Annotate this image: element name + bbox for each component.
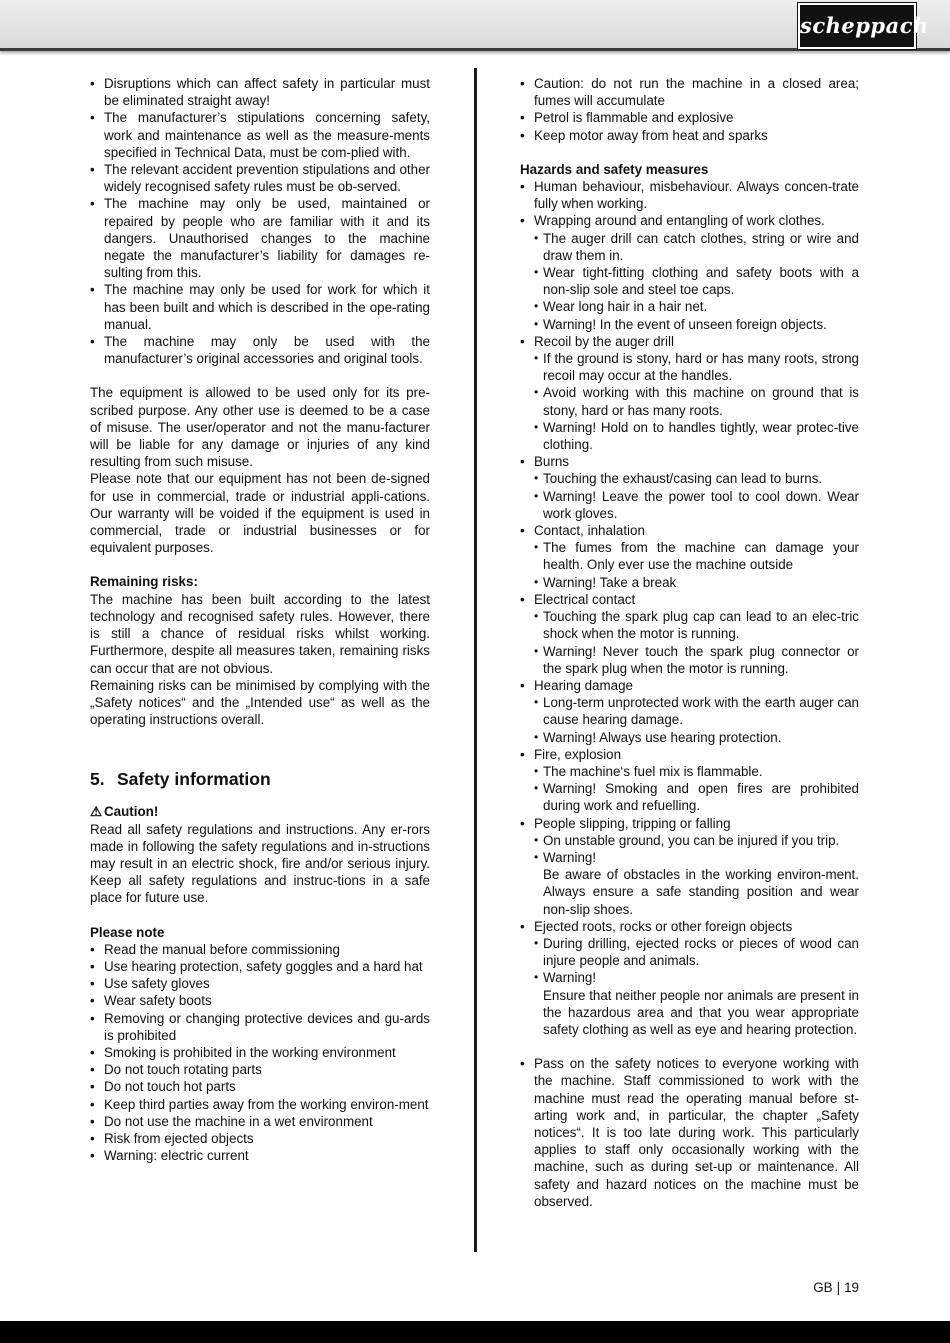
hazard-item <box>520 178 859 212</box>
intended-use-paragraph: The equipment is allowed to be used only for its pre-scribed purpose. Any other use is deemed to be a case of misuse. The user/operator and not the manu-facturer will be liable for any damage or injuries of any kind resulting from such misuse. <box>90 385 430 470</box>
list-item: • Risk from ejected objects <box>90 1130 430 1147</box>
footer-bar <box>0 1321 950 1343</box>
hazard-title: Electrical contact <box>534 591 636 607</box>
list-item: • Disruptions which can affect safety in particular must be eliminated straight away! <box>90 75 430 109</box>
right-top-bullets <box>520 75 859 144</box>
list-item: • The relevant accident prevention stipulations and other widely recognised safety rules must be ob-served. <box>90 161 430 195</box>
final-bullet-list <box>520 1055 859 1210</box>
hazard-measure: • Warning! Leave the power tool to cool down. Wear work gloves. <box>534 488 859 522</box>
list-item: • Keep motor away from heat and sparks <box>520 127 859 144</box>
hazard-measure: • Warning! Always use hearing protection. <box>534 729 859 746</box>
remaining-risks-paragraph-2: Remaining risks can be minimised by complying with the „Safety notices“ and the „Intended use“ as well as the operating instructions overall. <box>90 677 430 728</box>
page-footer <box>813 1280 859 1295</box>
list-item: • Do not touch hot parts <box>90 1078 430 1095</box>
please-note-heading: Please note <box>90 924 165 940</box>
list-item: • Wear safety boots <box>90 992 430 1009</box>
hazard-measure: • The machine‘s fuel mix is flammable. <box>534 763 859 780</box>
hazard-measure: • Warning! Be aware of obstacles in the working environ-ment. Always ensure a safe standing position and wear non-slip shoes. <box>534 849 859 918</box>
brand-logo: scheppach <box>798 3 916 49</box>
hazard-title: Burns <box>534 454 569 470</box>
left-column <box>90 75 430 1164</box>
list-item: • The machine may only be used, maintained or repaired by people who are familiar with it and its dangers. Unauthorised changes to the machine negate the manufacturer’s liability for damages re-sulting from this. <box>90 195 430 281</box>
hazard-item <box>520 453 859 522</box>
warning-triangle-icon: ⚠ <box>90 804 103 820</box>
hazard-measures <box>534 763 859 815</box>
hazard-measure: • Wear long hair in a hair net. <box>534 298 859 315</box>
header-bar <box>0 0 950 51</box>
hazard-measure: • Touching the exhaust/casing can lead to burns. <box>534 470 859 487</box>
list-item: • Caution: do not run the machine in a closed area; fumes will accumulate <box>520 75 859 109</box>
remaining-risks-heading: Remaining risks: <box>90 574 198 590</box>
caution-text: Read all safety regulations and instructions. Any er-rors made in following the safety regulations and in-structions may result in an electric shock, fire and/or serious injury. Keep all safety regulations and instruc-tions in a safe place for future use. <box>90 821 430 906</box>
list-item: • Do not touch rotating parts <box>90 1061 430 1078</box>
remaining-risks-paragraph-1: The machine has been built according to the latest technology and recognised safety rules. However, there is still a chance of residual risks whilst working. Furthermore, despite all measures taken, remaining risks can occur that are not obvious. <box>90 591 430 676</box>
hazards-heading: Hazards and safety measures <box>520 161 709 177</box>
commercial-use-paragraph: Please note that our equipment has not been de-signed for use in commercial, trade or industrial appli-cations. Our warranty will be voided if the equipment is used in commercial, trade or industrial businesses or for equivalent purposes. <box>90 471 430 556</box>
list-item: • Read the manual before commissioning <box>90 941 430 958</box>
hazard-measure: • Warning! Hold on to handles tightly, wear protec-tive clothing. <box>534 419 859 453</box>
left-top-bullets <box>90 75 430 367</box>
hazard-title: Fire, explosion <box>534 746 622 762</box>
hazard-title: Recoil by the auger drill <box>534 333 674 349</box>
hazard-measure: • Warning! Ensure that neither people nor animals are present in the hazardous area and that you wear appropriate safety clothing as well as eye and hearing protection. <box>534 969 859 1038</box>
hazard-title: Wrapping around and entangling of work clothes. <box>534 213 825 229</box>
hazard-item <box>520 522 859 591</box>
list-item: • The machine may only be used with the manufacturer’s original accessories and original tools. <box>90 333 430 367</box>
hazard-title: Hearing damage <box>534 677 634 693</box>
hazard-measure: • Warning! Take a break <box>534 574 859 591</box>
hazard-measure: • The auger drill can catch clothes, string or wire and draw them in. <box>534 230 859 264</box>
hazard-measure: • The fumes from the machine can damage your health. Only ever use the machine outside <box>534 539 859 573</box>
list-item: • The machine may only be used for work for which it has been built and which is described in the ope-rating manual. <box>90 281 430 333</box>
hazard-title: Human behaviour, misbehaviour. Always concen-trate fully when working. <box>534 179 859 212</box>
right-column <box>520 75 859 1210</box>
hazards-list <box>520 178 859 1038</box>
list-item: • Do not use the machine in a wet environment <box>90 1113 430 1130</box>
hazard-title: Contact, inhalation <box>534 523 645 539</box>
hazard-measures <box>534 608 859 677</box>
list-item: • Keep third parties away from the working environ-ment <box>90 1096 430 1113</box>
hazard-title: Ejected roots, rocks or other foreign objects <box>534 918 793 934</box>
hazard-measures <box>534 230 859 333</box>
hazard-item <box>520 746 859 815</box>
hazard-measure: • Warning! Never touch the spark plug connector or the spark plug when the motor is running. <box>534 643 859 677</box>
hazard-measures <box>534 694 859 746</box>
hazard-measure: • Warning! Smoking and open fires are prohibited during work and refuelling. <box>534 780 859 814</box>
hazard-item <box>520 918 859 1038</box>
hazard-measures <box>534 350 859 453</box>
hazard-measures <box>534 832 859 918</box>
caution-heading <box>90 803 430 820</box>
section-heading <box>90 768 430 790</box>
hazard-measures <box>534 539 859 591</box>
hazard-measure: • Wear tight-fitting clothing and safety boots with a non-slip sole and steel toe caps. <box>534 264 859 298</box>
hazard-measures <box>534 935 859 1038</box>
list-item: • Use safety gloves <box>90 975 430 992</box>
section-title: Safety information <box>117 769 271 790</box>
column-divider <box>474 68 477 1252</box>
language-code: GB <box>813 1280 833 1295</box>
hazard-measure: • During drilling, ejected rocks or pieces of wood can injure people and animals. <box>534 935 859 969</box>
hazard-measure: • Touching the spark plug cap can lead to an elec-tric shock when the motor is running. <box>534 608 859 642</box>
hazard-measure: • On unstable ground, you can be injured if you trip. <box>534 832 859 849</box>
list-item: • Pass on the safety notices to everyone working with the machine. Staff commissioned to work with the machine must read the operating manual before st-arting work and, in particular, the chapter „Safety notices“. It is too late during work. This particularly applies to staff only occasionally working with the machine, such as during set-up or maintenance. All safety and hazard notices on the machine must be observed. <box>520 1055 859 1210</box>
list-item: • Warning: electric current <box>90 1147 430 1164</box>
hazard-title: People slipping, tripping or falling <box>534 815 731 831</box>
hazard-item <box>520 677 859 746</box>
hazard-measure: • If the ground is stony, hard or has many roots, strong recoil may occur at the handles. <box>534 350 859 384</box>
hazard-item <box>520 591 859 677</box>
caution-label: Caution! <box>104 804 159 820</box>
list-item: • Petrol is flammable and explosive <box>520 109 859 126</box>
hazard-item <box>520 333 859 453</box>
hazard-measure: • Long-term unprotected work with the earth auger can cause hearing damage. <box>534 694 859 728</box>
hazard-item <box>520 212 859 332</box>
list-item: • Use hearing protection, safety goggles and a hard hat <box>90 958 430 975</box>
list-item: • Smoking is prohibited in the working environment <box>90 1044 430 1061</box>
section-number: 5. <box>90 769 105 790</box>
hazard-measure: • Avoid working with this machine on ground that is stony, hard or has many roots. <box>534 384 859 418</box>
page-number: 19 <box>844 1280 859 1295</box>
hazard-measures <box>534 470 859 522</box>
list-item: • The manufacturer’s stipulations concerning safety, work and maintenance as well as the measure-ments specified in Technical Data, must be com-plied with. <box>90 109 430 161</box>
hazard-measure: • Warning! In the event of unseen foreign objects. <box>534 316 859 333</box>
footer-separator: | <box>836 1280 841 1295</box>
please-note-list <box>90 941 430 1165</box>
hazard-item <box>520 815 859 918</box>
list-item: • Removing or changing protective devices and gu-ards is prohibited <box>90 1010 430 1044</box>
